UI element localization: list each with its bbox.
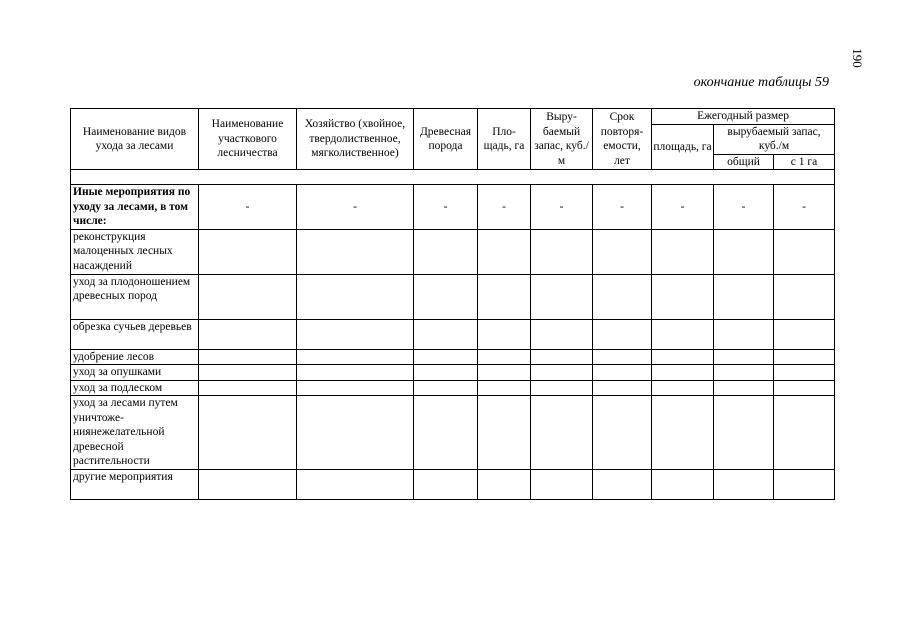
row-label: реконструкция малоценных лесных насаждений	[71, 229, 199, 274]
table-cell: -	[199, 185, 297, 230]
table-cell: -	[478, 185, 531, 230]
forest-care-table	[70, 108, 835, 500]
table-cell: -	[531, 185, 593, 230]
table-row	[71, 470, 835, 500]
table-row	[71, 229, 835, 274]
row-label: другие мероприятия	[71, 470, 199, 500]
row-label: уход за плодоношением древесных пород	[71, 274, 199, 319]
table-row	[71, 396, 835, 470]
table-row	[71, 380, 835, 396]
row-label: уход за подлеском	[71, 380, 199, 396]
page-number: 190	[850, 48, 865, 68]
table-cell: -	[652, 185, 714, 230]
row-label: уход за лесами путем уничтоже-ниянежелательной древесной растительности	[71, 396, 199, 470]
table-cell: -	[714, 185, 774, 230]
row-label: Иные мероприятия по уходу за лесами, в том числе:	[71, 185, 199, 230]
spacer-row	[71, 170, 835, 185]
header-area: Пло-щадь, га	[478, 109, 531, 170]
header-tree-species: Древесная порода	[414, 109, 478, 170]
header-annual-harvested: вырубаемый запас, куб./м	[714, 124, 835, 154]
header-total: общий	[714, 154, 774, 170]
table-cell: -	[774, 185, 835, 230]
table-cell: -	[593, 185, 652, 230]
table-cell: -	[297, 185, 414, 230]
row-label: удобрение лесов	[71, 349, 199, 365]
header-per-ha: с 1 га	[774, 154, 835, 170]
row-label: обрезка сучьев деревьев	[71, 319, 199, 349]
row-label: уход за опушками	[71, 365, 199, 381]
table-row	[71, 274, 835, 319]
table-row	[71, 365, 835, 381]
header-care-type: Наименование видов ухода за лесами	[71, 109, 199, 170]
table-row	[71, 349, 835, 365]
header-economy: Хозяйство (хвойное, твердолиственное, мягколиственное)	[297, 109, 414, 170]
spacer-cell	[71, 170, 835, 185]
header-harvested-stock: Выру-баемый запас, куб./м	[531, 109, 593, 170]
header-repeat-period: Срок повторя-емости, лет	[593, 109, 652, 170]
header-annual-area: площадь, га	[652, 124, 714, 170]
table-row	[71, 319, 835, 349]
header-annual-size: Ежегодный размер	[652, 109, 835, 125]
header-forestry-district: Наименование участкового лесничества	[199, 109, 297, 170]
table-cell: -	[414, 185, 478, 230]
table-row	[71, 185, 835, 230]
table-caption: окончание таблицы 59	[693, 75, 829, 90]
